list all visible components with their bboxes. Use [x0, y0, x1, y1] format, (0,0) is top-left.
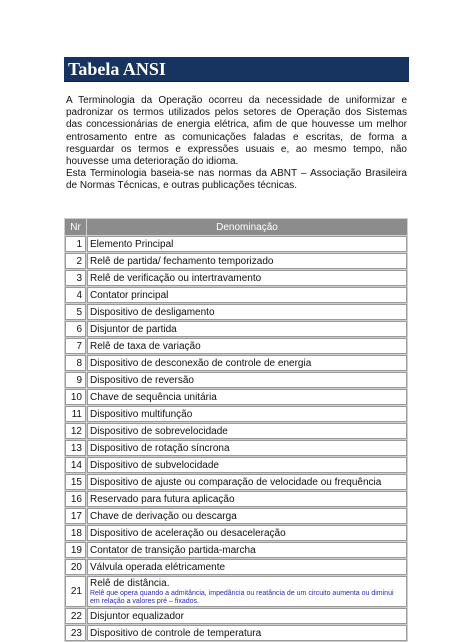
row-number: 13: [65, 440, 86, 456]
row-denominacao: [87, 355, 407, 371]
row-number: 1: [65, 236, 86, 252]
row-denominacao: [87, 440, 407, 456]
table-row: [65, 304, 407, 320]
table-row: [65, 423, 407, 439]
table-body: [65, 236, 407, 641]
row-name: Disjuntor de partida: [90, 323, 177, 335]
row-denominacao: [87, 608, 407, 624]
table-row: [65, 389, 407, 405]
row-name: Válvula operada elétricamente: [90, 561, 226, 573]
table-row: [65, 236, 407, 252]
table-row: [65, 542, 407, 558]
table-row: [65, 355, 407, 371]
row-name: Dispositivo de subvelocidade: [90, 459, 219, 471]
row-name: Relê de verificação ou intertravamento: [90, 272, 262, 284]
row-number: 5: [65, 304, 86, 320]
table-row: [65, 625, 407, 641]
column-header-denominacao: Denominação: [87, 219, 407, 235]
row-name: Chave de derivação ou descarga: [90, 510, 237, 522]
table-row: [65, 253, 407, 269]
table-row: [65, 406, 407, 422]
row-name: Relê de distância.: [90, 578, 170, 589]
row-name: Dispositivo de aceleração ou desaceleração: [90, 527, 286, 539]
ansi-table: [64, 218, 408, 642]
row-denominacao: [87, 236, 407, 252]
table-row: [65, 474, 407, 490]
row-denominacao: [87, 372, 407, 388]
row-number: 19: [65, 542, 86, 558]
row-number: 17: [65, 508, 86, 524]
table-row: [65, 457, 407, 473]
table-row: [65, 525, 407, 541]
row-name: Relê de partida/ fechamento temporizado: [90, 255, 274, 267]
table-row: [65, 440, 407, 456]
intro-paragraph-2: Esta Terminologia baseia-se nas normas da ABNT – Associação Brasileira de Normas Técnicas, e outras publicações técnicas.: [66, 168, 407, 192]
row-denominacao: [87, 253, 407, 269]
row-name: Disjuntor equalizador: [90, 610, 184, 622]
row-name: Contator principal: [90, 289, 169, 301]
row-denominacao: [87, 576, 407, 607]
row-denominacao: [87, 625, 407, 641]
row-name: Relê de taxa de variação: [90, 340, 201, 352]
row-name: Dispositivo de desconexão de controle de energia: [90, 357, 312, 369]
row-denominacao: [87, 389, 407, 405]
row-denominacao: [87, 321, 407, 337]
table-row: [65, 576, 407, 607]
row-denominacao: [87, 270, 407, 286]
row-number: 2: [65, 253, 86, 269]
row-denominacao: [87, 457, 407, 473]
row-name: Dispositivo de controle de temperatura: [90, 627, 262, 639]
table-row: [65, 270, 407, 286]
row-denominacao: [87, 423, 407, 439]
row-name: Dispositivo de desligamento: [90, 306, 215, 318]
row-number: 9: [65, 372, 86, 388]
row-name: Dispositivo de rotação síncrona: [90, 442, 230, 454]
intro-text: [66, 95, 407, 193]
table-row: [65, 287, 407, 303]
row-number: 6: [65, 321, 86, 337]
row-denominacao: [87, 406, 407, 422]
table-row: [65, 372, 407, 388]
row-denominacao: [87, 525, 407, 541]
row-name: Reservado para futura aplicação: [90, 493, 235, 505]
intro-paragraph-1: A Terminologia da Operação ocorreu da necessidade de uniformizar e padronizar os termos utilizados pelos setores de Operação dos Sistemas das concessionárias de energia elétrica, afim de que houvesse um melhor entrosamento entre as comunicações faladas e escritas, de forma a resguardar os termos e expressões usuais e, ao mesmo tempo, não houvesse uma deterioração do idioma.: [66, 95, 407, 168]
table-header-row: [65, 219, 407, 235]
row-number: 7: [65, 338, 86, 354]
row-name: Dispositivo de ajuste ou comparação de velocidade ou frequência: [90, 476, 382, 488]
row-denominacao: [87, 508, 407, 524]
row-number: 15: [65, 474, 86, 490]
row-denominacao: [87, 287, 407, 303]
row-name: Chave de sequência unitária: [90, 391, 217, 403]
table-row: [65, 338, 407, 354]
row-denominacao: [87, 338, 407, 354]
row-number: 4: [65, 287, 86, 303]
table-row: [65, 508, 407, 524]
row-number: 18: [65, 525, 86, 541]
row-denominacao: [87, 304, 407, 320]
table-row: [65, 608, 407, 624]
row-name: Dispositivo de reversão: [90, 374, 194, 386]
table-row: [65, 321, 407, 337]
column-header-nr: Nr: [65, 219, 86, 235]
row-number: 21: [65, 576, 86, 607]
row-denominacao: [87, 559, 407, 575]
row-number: 23: [65, 625, 86, 641]
row-name: Dispositivo de sobrevelocidade: [90, 425, 228, 437]
row-number: 12: [65, 423, 86, 439]
row-number: 8: [65, 355, 86, 371]
row-name: Elemento Principal: [90, 238, 174, 250]
row-number: 14: [65, 457, 86, 473]
row-name: Dispositivo multifunção: [90, 408, 193, 420]
page-title: Tabela ANSI: [68, 59, 166, 79]
row-note: Relê que opera quando a admitância, impedância ou reatância de um circuito aumenta ou diminui em relação a valores pré – fixados.: [90, 590, 394, 605]
table-row: [65, 491, 407, 507]
title-banner: [64, 57, 409, 82]
row-denominacao: [87, 491, 407, 507]
row-number: 10: [65, 389, 86, 405]
table-row: [65, 559, 407, 575]
row-number: 20: [65, 559, 86, 575]
row-number: 11: [65, 406, 86, 422]
row-number: 22: [65, 608, 86, 624]
row-number: 16: [65, 491, 86, 507]
row-number: 3: [65, 270, 86, 286]
row-denominacao: [87, 474, 407, 490]
row-denominacao: [87, 542, 407, 558]
row-name: Contator de transição partida-marcha: [90, 544, 256, 556]
